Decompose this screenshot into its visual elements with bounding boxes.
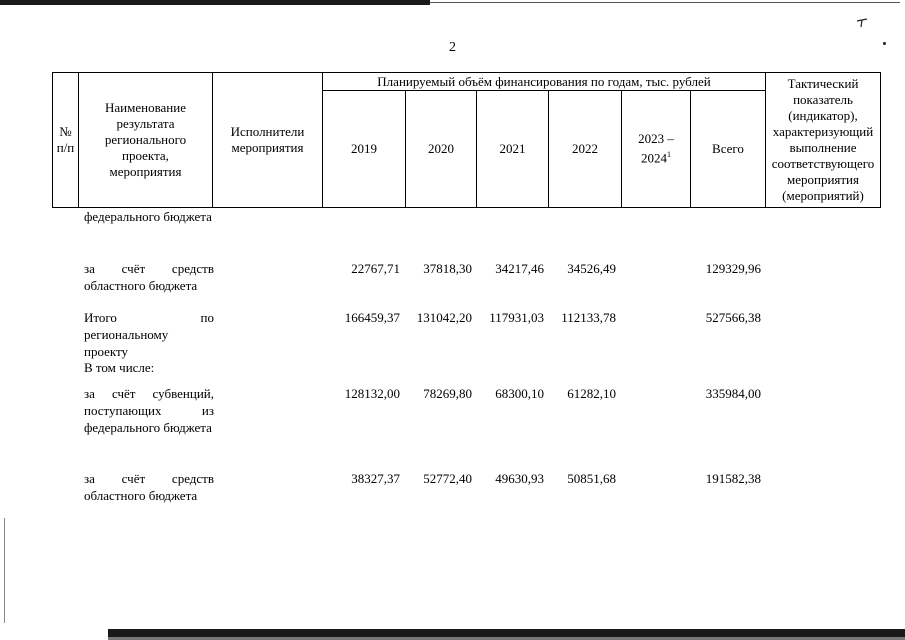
row-total: 335984,00 xyxy=(705,386,761,401)
scan-top-border xyxy=(0,0,430,5)
row-total: 527566,38 xyxy=(705,310,761,325)
header-year-range xyxy=(622,91,690,207)
row-value: 68300,10 xyxy=(495,386,544,401)
row-label: за счёт средств областного бюджета xyxy=(84,471,214,503)
year-range-label-2: 2024$^1$ xyxy=(641,150,671,166)
row-value: 52772,40 xyxy=(423,471,472,486)
header-year: 2020 xyxy=(428,141,454,156)
scan-left-mark xyxy=(4,518,5,623)
header-number: № п/п xyxy=(56,124,75,155)
row-value: 131042,20 xyxy=(416,310,472,325)
header-executors: Исполнители мероприятия xyxy=(230,124,305,155)
header-total: Всего xyxy=(712,141,744,156)
row-label: В том числе: xyxy=(84,360,155,375)
row-value: 78269,80 xyxy=(423,386,472,401)
row-value: 61282,10 xyxy=(567,386,616,401)
scan-top-line xyxy=(430,2,900,3)
row-value: 22767,71 xyxy=(351,261,400,276)
row-value: 34217,46 xyxy=(495,261,544,276)
scan-bottom-border xyxy=(108,629,905,637)
row-label: федерального бюджета xyxy=(84,209,212,224)
row-label: Итого по региональному проекту xyxy=(84,310,214,359)
row-value: 50851,68 xyxy=(567,471,616,486)
header-year: 2022 xyxy=(572,141,598,156)
row-value: 37818,30 xyxy=(423,261,472,276)
row-value: 117931,03 xyxy=(489,310,544,325)
row-value: 166459,37 xyxy=(344,310,400,325)
row-total: 129329,96 xyxy=(705,261,761,276)
header-year: 2019 xyxy=(351,141,377,156)
row-label: за счёт субвенций, поступающих из федерального бюджета xyxy=(84,386,214,435)
year-range-label: 2023 – xyxy=(638,131,674,147)
row-value: 49630,93 xyxy=(495,471,544,486)
row-value: 34526,49 xyxy=(567,261,616,276)
row-label: за счёт средств областного бюджета xyxy=(84,261,214,293)
header-funding: Планируемый объём финансирования по годам, тыс. рублей xyxy=(377,73,711,89)
row-value: 112133,78 xyxy=(561,310,616,325)
row-value: 128132,00 xyxy=(344,386,400,401)
header-year: 2021 xyxy=(499,141,526,156)
table-header xyxy=(52,72,881,208)
header-name: Наименование результата регионального проекта, мероприятия xyxy=(104,100,187,179)
scan-speck xyxy=(856,18,868,28)
footnote-mark: 1 xyxy=(667,150,671,160)
page-number: 2 xyxy=(449,40,456,55)
row-value: 38327,37 xyxy=(351,471,400,486)
header-indicator: Тактический показатель (индикатор), характеризующий выполнение соответствующего мероприятия (мероприятий) xyxy=(771,76,875,203)
row-total: 191582,38 xyxy=(705,471,761,486)
